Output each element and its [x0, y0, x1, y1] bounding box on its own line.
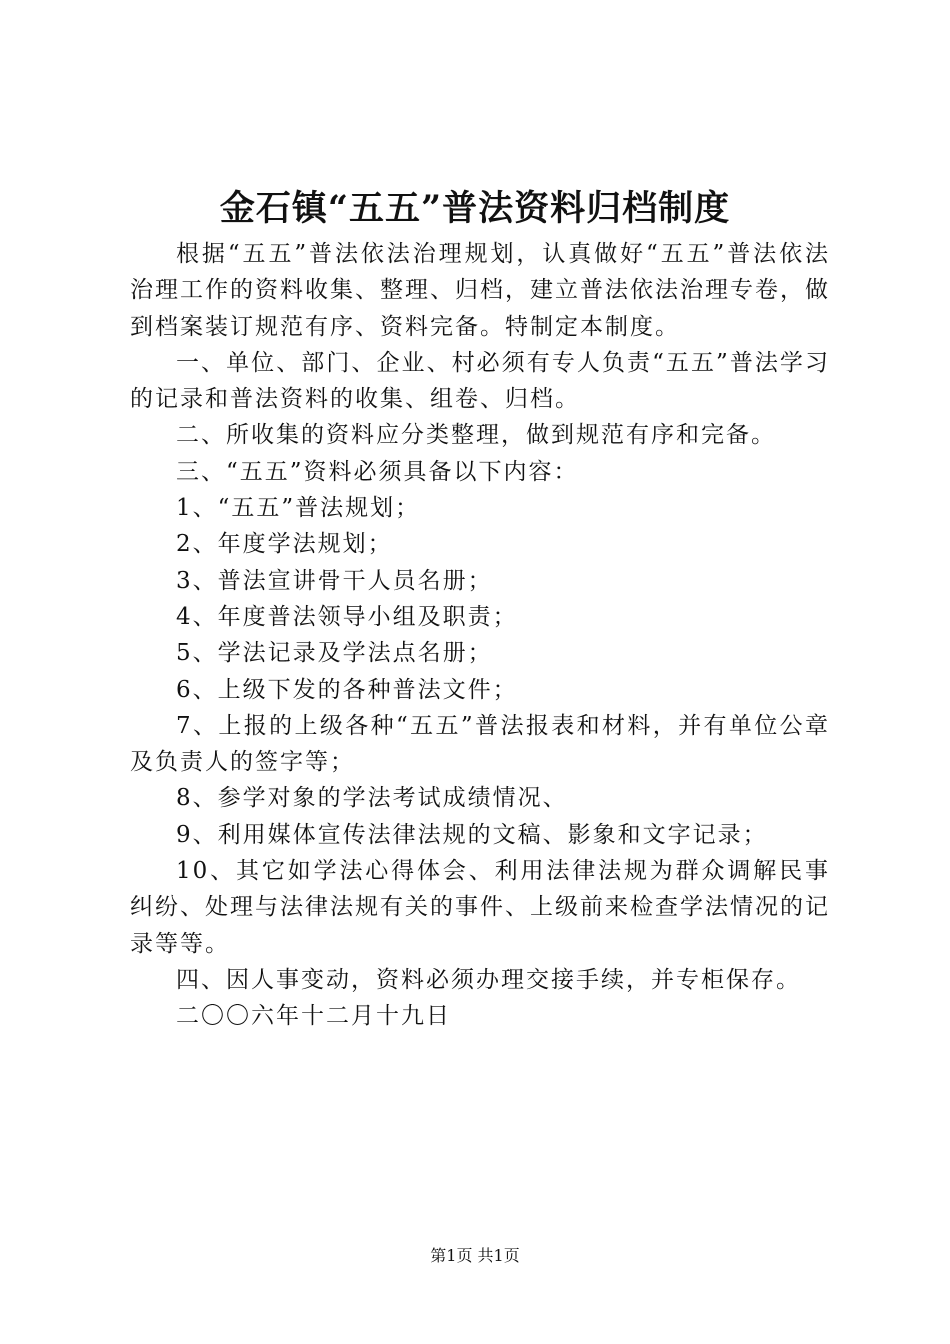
page-footer: 第1页 共1页: [430, 1246, 520, 1265]
list-item: 2、年度学法规划；: [176, 531, 393, 558]
list-item: 1、“五五”普法规划；: [176, 495, 421, 522]
clause-3: 三、“五五”资料必须具备以下内容：: [176, 458, 579, 485]
list-item: 10、其它如学法心得体会、利用法律法规为群众调解民事纠纷、处理与法律法规有关的事件、上级前来检查学法情况的记录等等。: [130, 858, 830, 957]
list-item: 9、利用媒体宣传法律法规的文稿、影象和文字记录；: [176, 821, 768, 848]
list-item: 7、上报的上级各种“五五”普法报表和材料，并有单位公章及负责人的签字等；: [130, 712, 830, 776]
list-item: 4、年度普法领导小组及职责；: [176, 603, 518, 630]
document-date: 二〇〇六年十二月十九日: [176, 1003, 451, 1030]
list-item: 5、学法记录及学法点名册；: [176, 640, 493, 667]
list-item: 6、上级下发的各种普法文件；: [176, 676, 518, 703]
list-item: 8、参学对象的学法考试成绩情况、: [176, 785, 568, 812]
clause-1: 一、单位、部门、企业、村必须有专人负责“五五”普法学习的记录和普法资料的收集、组卷、归档。: [130, 349, 830, 413]
document-title: 金石镇“五五”普法资料归档制度: [219, 188, 731, 229]
clause-2: 二、所收集的资料应分类整理，做到规范有序和完备。: [176, 422, 776, 449]
document-body: [130, 236, 830, 1035]
list-item: 3、普法宣讲骨干人员名册；: [176, 567, 493, 594]
clause-4: 四、因人事变动，资料必须办理交接手续，并专柜保存。: [176, 966, 801, 993]
intro-paragraph: 根据“五五”普法依法治理规划，认真做好“五五”普法依法治理工作的资料收集、整理、归档，建立普法依法治理专卷，做到档案装订规范有序、资料完备。特制定本制度。: [130, 241, 830, 340]
